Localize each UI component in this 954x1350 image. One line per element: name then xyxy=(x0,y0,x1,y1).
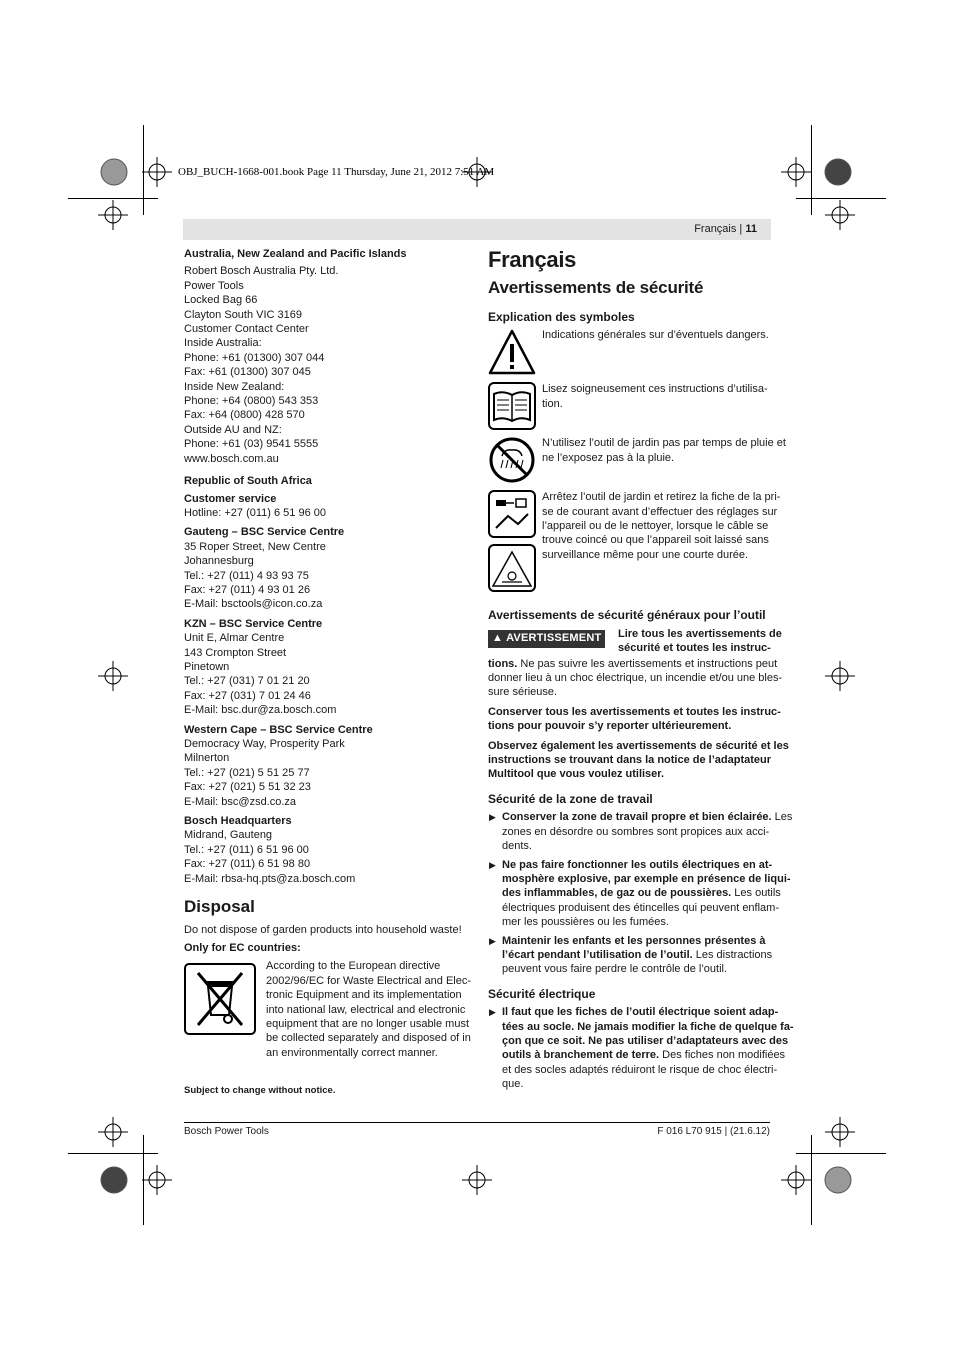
list-item xyxy=(488,934,773,977)
observe-line: Multitool que vous voulez utiliser. xyxy=(488,768,665,781)
ec-directive-text xyxy=(266,959,471,1060)
email-link[interactable]: E-Mail: rbsa-hq.pts@za.bosch.com xyxy=(184,872,356,885)
bullet-text: Des fiches non modifiées xyxy=(659,1049,786,1062)
address-line: Clayton South VIC 3169 xyxy=(184,308,303,321)
ec-line: 2002/96/EC for Waste Electrical and Elec- xyxy=(266,974,472,987)
target-icon xyxy=(142,157,172,187)
crossed-out-wheeled-bin-icon xyxy=(184,963,256,1035)
address-line: Fax: +27 (031) 7 01 24 46 xyxy=(184,689,311,702)
target-icon xyxy=(781,1165,811,1195)
bystanders-warning-icon xyxy=(488,544,536,592)
symbol-line: N’utilisez l’outil de jardin pas par temps de pluie et xyxy=(542,437,786,450)
footer-brand: Bosch Power Tools xyxy=(184,1126,269,1137)
list-item xyxy=(488,810,793,853)
target-icon xyxy=(825,1117,855,1147)
warning-bold-text: sécurité et toutes les instruc- xyxy=(618,641,771,654)
hotline-line: Hotline: +27 (011) 6 51 96 00 xyxy=(184,506,326,519)
list-item xyxy=(488,1005,794,1091)
bullet-text: Les distractions xyxy=(692,948,773,961)
address-line: Unit E, Almar Centre xyxy=(184,632,285,645)
headquarters-heading: Bosch Headquarters xyxy=(184,815,292,828)
bullet-bold: tées au socle. Ne jamais modifier la fiche de quelque fa- xyxy=(502,1020,794,1033)
warning-badge-label: AVERTISSEMENT xyxy=(506,632,602,645)
symbol-row xyxy=(488,382,770,436)
south-africa-block xyxy=(184,474,474,886)
ec-line: be collected separately and disposed of in xyxy=(266,1032,471,1045)
disposal-intro: Do not dispose of garden products into household waste! xyxy=(184,924,462,937)
symbol-description xyxy=(542,382,772,411)
warning-bold-text: Lire tous les avertissements de xyxy=(618,627,782,640)
bullet-bold: outils à branchement de terre. xyxy=(502,1049,660,1062)
target-icon xyxy=(462,1165,492,1195)
observe-line: instructions se trouvant dans la notice de l’adaptateur xyxy=(488,754,772,767)
email-link[interactable]: E-Mail: bsc@zsd.co.za xyxy=(184,795,297,808)
kzn-heading: KZN – BSC Service Centre xyxy=(184,617,323,630)
warning-text: Ne pas suivre les avertissements et instructions peut xyxy=(517,657,778,670)
symbol-group xyxy=(488,490,781,602)
symbol-row xyxy=(488,328,770,382)
address-line: Milnerton xyxy=(184,752,230,765)
ec-line: equipment that are no longer usable must xyxy=(266,1017,470,1030)
bullet-bold: Il faut que les fiches de l’outil électrique soient adap- xyxy=(502,1006,779,1019)
bullet-bold: mosphère explosive, par exemple en présence de liqui- xyxy=(502,872,791,885)
email-link[interactable]: E-Mail: bsc.dur@za.bosch.com xyxy=(184,704,337,717)
australia-block xyxy=(184,247,474,466)
keep-instructions-line: tions pour pouvoir s’y reporter ultérieurement. xyxy=(488,720,732,733)
ec-line: According to the European directive xyxy=(266,960,441,973)
address-line: Robert Bosch Australia Pty. Ltd. xyxy=(184,265,339,278)
bullet-text: électriques produisent des étincelles qui peuvent enflam- xyxy=(502,901,779,914)
bullet-text: peuvent vous faire perdre le contrôle de l’outil. xyxy=(502,963,728,976)
bullet-text: zones en désordre ou sombres sont propices aux acci- xyxy=(502,825,770,838)
address-line: Customer Contact Center xyxy=(184,323,309,336)
gauteng-heading: Gauteng – BSC Service Centre xyxy=(184,526,345,539)
bullet-text: Les xyxy=(771,811,793,824)
address-line: 35 Roper Street, New Centre xyxy=(184,540,326,553)
address-line: Democracy Way, Prosperity Park xyxy=(184,738,345,750)
warning-text-line xyxy=(488,657,778,671)
section-title: Avertissements de sécurité xyxy=(488,278,704,298)
australia-heading: Australia, New Zealand and Pacific Islands xyxy=(184,248,407,260)
observe-line: Observez également les avertissements de sécurité et les xyxy=(488,739,789,752)
bullet-bold: l’écart pendant l’utilisation de l’outil. xyxy=(502,948,693,961)
email-link[interactable]: E-Mail: bsctools@icon.co.za xyxy=(184,598,323,611)
address-line: Pinetown xyxy=(184,660,230,673)
address-line: Phone: +61 (01300) 307 044 xyxy=(184,351,325,364)
symbol-row xyxy=(488,436,786,490)
symbol-line: l’appareil ou de le nettoyer, lorsque le câble se xyxy=(542,520,769,533)
book-header: OBJ_BUCH-1668-001.book Page 11 Thursday, June 21, 2012 7:51 AM xyxy=(178,166,495,178)
target-icon xyxy=(98,661,128,691)
left-column xyxy=(184,247,474,1099)
no-rain-icon xyxy=(488,436,536,484)
bullet-text: Les outils xyxy=(731,887,781,900)
bullet-bold: Maintenir les enfants et les personnes présentes à xyxy=(502,934,766,947)
bullet-text: et des socles adaptés réduiront le risque de choc électri- xyxy=(502,1063,778,1076)
symbol-line: surveillance même pour une courte durée. xyxy=(542,548,749,561)
ec-line: tronic Equipment and its implementation xyxy=(266,989,462,1002)
address-line: Fax: +27 (011) 4 93 01 26 xyxy=(184,583,311,596)
general-warnings-heading: Avertissements de sécurité généraux pour l’outil xyxy=(488,608,766,623)
address-line: Tel.: +27 (031) 7 01 21 20 xyxy=(184,675,310,688)
read-manual-icon xyxy=(488,382,536,430)
western-cape-heading: Western Cape – BSC Service Centre xyxy=(184,723,373,736)
right-column xyxy=(488,247,794,1096)
warning-text-line: donner lieu à un choc électrique, un incendie et/ou une bles- xyxy=(488,672,783,685)
footer-divider xyxy=(184,1122,770,1123)
address-line: Midrand, Gauteng xyxy=(184,829,273,842)
address-line: 143 Crompton Street xyxy=(184,646,287,659)
target-icon xyxy=(825,661,855,691)
address-line: Inside Australia: xyxy=(184,337,262,350)
target-icon xyxy=(142,1165,172,1195)
south-africa-heading: Republic of South Africa xyxy=(184,475,312,488)
symbol-line: se de courant avant d’effectuer des réglages sur xyxy=(542,505,778,518)
page-number: 11 xyxy=(745,223,757,235)
website-link[interactable]: www.bosch.com.au xyxy=(184,452,279,465)
customer-service-heading: Customer service xyxy=(184,492,277,505)
address-line: Tel.: +27 (011) 6 51 96 00 xyxy=(184,843,309,856)
language-title: Français xyxy=(488,247,577,272)
address-line: Tel.: +27 (011) 4 93 93 75 xyxy=(184,569,309,582)
footer-doc-number: F 016 L70 915 | (21.6.12) xyxy=(657,1126,770,1137)
list-item xyxy=(488,858,791,930)
keep-instructions-line: Conserver tous les avertissements et toutes les instruc- xyxy=(488,705,781,718)
target-icon xyxy=(825,200,855,230)
address-line: Fax: +27 (011) 6 51 98 80 xyxy=(184,858,311,871)
bullet-bold: Conserver la zone de travail propre et bien éclairée. xyxy=(502,811,772,824)
ec-line: an environmentally correct manner. xyxy=(266,1046,438,1059)
address-line: Johannesburg xyxy=(184,555,254,568)
bullet-bold: des inflammables, de gaz ou de poussières. xyxy=(502,887,732,900)
target-icon xyxy=(98,200,128,230)
warning-triangle-icon xyxy=(488,328,536,376)
bullet-bold: Ne pas faire fonctionner les outils électriques en at- xyxy=(502,858,773,871)
address-line: Fax: +61 (01300) 307 045 xyxy=(184,366,311,379)
warning-block xyxy=(488,627,782,657)
address-line: Locked Bag 66 xyxy=(184,294,258,307)
ec-line: into national law, electrical and electronic xyxy=(266,1003,466,1016)
electrical-heading: Sécurité électrique xyxy=(488,986,596,1001)
symbol-description xyxy=(542,436,786,465)
address-line: Phone: +64 (0800) 543 353 xyxy=(184,395,319,408)
bullet-arrow-icon: ▶ xyxy=(489,935,496,946)
ec-heading: Only for EC countries: xyxy=(184,941,301,954)
address-line: Power Tools xyxy=(184,279,244,292)
bullet-arrow-icon: ▶ xyxy=(489,812,496,823)
target-icon xyxy=(781,157,811,187)
address-line: Outside AU and NZ: xyxy=(184,423,282,436)
warning-badge xyxy=(488,630,605,648)
warning-triangle-icon: ▲ xyxy=(492,632,504,645)
bullet-text: mer les poussières ou les fumées. xyxy=(502,916,669,929)
symbol-description: Indications générales sur d’éventuels dangers. xyxy=(542,329,769,342)
work-area-heading: Sécurité de la zone de travail xyxy=(488,791,653,806)
bullet-text: que. xyxy=(502,1078,524,1091)
symbol-line: tion. xyxy=(542,397,563,410)
address-line: Tel.: +27 (021) 5 51 25 77 xyxy=(184,766,310,779)
disposal-heading: Disposal xyxy=(184,897,255,917)
bullet-arrow-icon: ▶ xyxy=(489,859,496,870)
symbol-line: Arrêtez l’outil de jardin et retirez la fiche de la pri- xyxy=(542,491,781,504)
symbol-description xyxy=(542,490,781,562)
symbol-line: ne l’exposez pas à la pluie. xyxy=(542,451,675,464)
target-icon xyxy=(98,1117,128,1147)
address-line: Fax: +64 (0800) 428 570 xyxy=(184,409,305,422)
bullet-text: dents. xyxy=(502,840,532,853)
symbol-line: trouve coincé ou que l’appareil soit laissé sans xyxy=(542,534,769,547)
header-language: Français xyxy=(694,223,737,235)
address-line: Inside New Zealand: xyxy=(184,380,285,393)
unplug-icon xyxy=(488,490,536,538)
page-header: Français | 11 xyxy=(183,219,771,240)
warning-text-line: sure sérieuse. xyxy=(488,686,558,699)
bullet-bold: çon que ce soit. Ne pas utiliser d’adaptateurs avec des xyxy=(502,1034,789,1047)
symbols-heading: Explication des symboles xyxy=(488,309,635,324)
warning-bold-text: tions. xyxy=(488,657,518,670)
symbol-line: Lisez soigneusement ces instructions d’utilisa- xyxy=(542,383,768,396)
weee-block xyxy=(184,959,474,1059)
address-line: Fax: +27 (021) 5 51 32 23 xyxy=(184,781,311,794)
address-line: Phone: +61 (03) 9541 5555 xyxy=(184,438,319,451)
change-notice: Subject to change without notice. xyxy=(184,1085,336,1097)
bullet-arrow-icon: ▶ xyxy=(489,1007,496,1018)
